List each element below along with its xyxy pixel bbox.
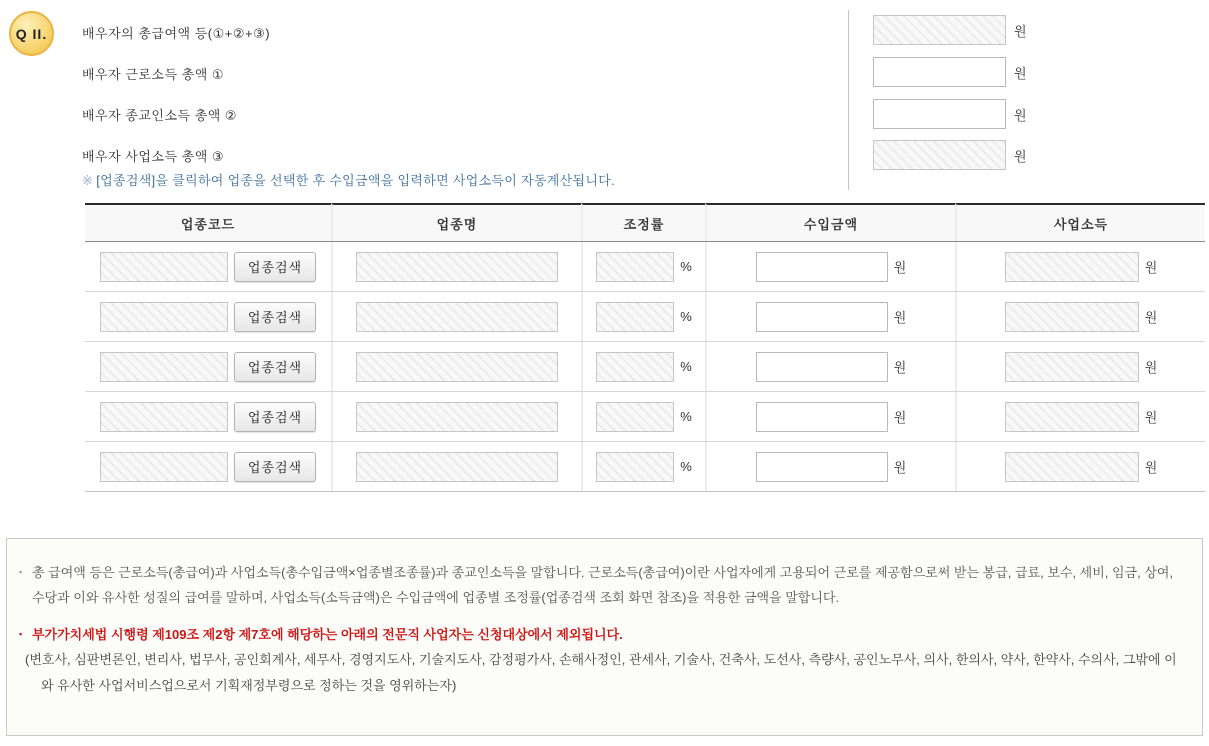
won-unit-label: 원 xyxy=(893,260,907,275)
header-adjustment-rate: 조정률 xyxy=(581,203,705,241)
won-unit-label: 원 xyxy=(893,410,907,425)
notes-box xyxy=(6,538,1203,736)
note-definition: ▪ 총 급여액 등은 근로소득(총급여)과 사업소득(총수입금액×업종별조종률)과 종교인소득을 말합니다. 근로소득(총급여)이란 사업자에게 고용되어 근로를 제공함으로써 받는 봉급, 급료, 보수, 세비, 임금, 상여, 수당과 이와 유사한 성질의 급여를 말하며, 사업소득(소득금액)은 수입금액에 업종별 조정률(업종검색 조회 화면 참조)을 적용한 금액을 말합니다. xyxy=(15,560,1188,610)
reference-mark-icon: ※ xyxy=(82,173,94,188)
income-amount-input[interactable] xyxy=(756,302,888,332)
percent-unit-label: % xyxy=(680,259,692,274)
bullet-icon: ▪ xyxy=(19,629,23,639)
adjustment-rate-input xyxy=(596,302,674,332)
cell-income-amount xyxy=(705,342,955,391)
cell-adjustment-rate xyxy=(581,242,705,291)
cell-business-name xyxy=(331,242,581,291)
business-search-button[interactable]: 업종검색 xyxy=(234,402,316,432)
income-amount-input[interactable] xyxy=(756,402,888,432)
business-income-table xyxy=(85,203,1205,492)
cell-business-code xyxy=(85,442,331,491)
cell-business-code xyxy=(85,292,331,341)
business-income-result-input xyxy=(1005,302,1139,332)
business-code-input xyxy=(100,402,228,432)
won-unit-label: 원 xyxy=(1144,360,1158,375)
won-unit-label: 원 xyxy=(893,310,907,325)
cell-income-amount xyxy=(705,242,955,291)
cell-income-amount xyxy=(705,292,955,341)
won-unit-label: 원 xyxy=(1014,107,1027,123)
won-unit-label: 원 xyxy=(1144,310,1158,325)
business-name-input xyxy=(356,252,558,282)
cell-business-name xyxy=(331,342,581,391)
table-row xyxy=(85,391,1205,441)
cell-adjustment-rate xyxy=(581,292,705,341)
adjustment-rate-input xyxy=(596,452,674,482)
won-unit-label: 원 xyxy=(1014,23,1027,39)
field-row-religious-income xyxy=(873,99,1027,129)
won-unit-label: 원 xyxy=(1144,260,1158,275)
business-name-input xyxy=(356,452,558,482)
cell-adjustment-rate xyxy=(581,342,705,391)
cell-business-code xyxy=(85,342,331,391)
label-business-income: 배우자 사업소득 총액 ③ xyxy=(82,149,225,164)
business-name-input xyxy=(356,352,558,382)
business-code-input xyxy=(100,302,228,332)
percent-unit-label: % xyxy=(680,359,692,374)
table-body xyxy=(85,242,1205,492)
won-unit-label: 원 xyxy=(1144,410,1158,425)
business-income-result-input xyxy=(1005,252,1139,282)
business-name-input xyxy=(356,402,558,432)
business-code-input xyxy=(100,352,228,382)
label-earned-income: 배우자 근로소득 총액 ① xyxy=(82,67,225,82)
income-amount-input[interactable] xyxy=(756,452,888,482)
won-unit-label: 원 xyxy=(893,360,907,375)
religious-income-input[interactable] xyxy=(873,99,1006,129)
cell-business-income xyxy=(955,242,1205,291)
business-search-button[interactable]: 업종검색 xyxy=(234,452,316,482)
business-search-button[interactable]: 업종검색 xyxy=(234,252,316,282)
cell-adjustment-rate xyxy=(581,442,705,491)
cell-business-code xyxy=(85,392,331,441)
total-salary-input xyxy=(873,15,1006,45)
business-name-input xyxy=(356,302,558,332)
business-income-result-input xyxy=(1005,352,1139,382)
vertical-divider xyxy=(848,10,849,190)
table-row xyxy=(85,291,1205,341)
header-income-amount: 수입금액 xyxy=(705,203,955,241)
income-amount-input[interactable] xyxy=(756,352,888,382)
won-unit-label: 원 xyxy=(1014,65,1027,81)
table-header-row xyxy=(85,203,1205,242)
header-business-code: 업종코드 xyxy=(85,203,331,241)
cell-income-amount xyxy=(705,442,955,491)
business-income-input xyxy=(873,140,1006,170)
cell-business-income xyxy=(955,292,1205,341)
won-unit-label: 원 xyxy=(893,460,907,475)
business-code-input xyxy=(100,452,228,482)
cell-business-income xyxy=(955,442,1205,491)
table-row xyxy=(85,242,1205,291)
table-row xyxy=(85,441,1205,491)
business-search-button[interactable]: 업종검색 xyxy=(234,352,316,382)
percent-unit-label: % xyxy=(680,309,692,324)
question-number-badge: Q II. xyxy=(9,11,54,56)
adjustment-rate-input xyxy=(596,352,674,382)
business-search-button[interactable]: 업종검색 xyxy=(234,302,316,332)
cell-business-name xyxy=(331,442,581,491)
spouse-income-section xyxy=(0,0,1209,203)
field-row-earned-income xyxy=(873,57,1027,87)
note-professions-list: (변호사, 심판변론인, 변리사, 법무사, 공인회계사, 세무사, 경영지도사, 기술지도사, 감정평가사, 손해사정인, 관세사, 기술사, 건축사, 도선사, 측량사, 공인노무사, 의사, 한의사, 약사, 한약사, 수의사, 그밖에 이와 유사한 사업서비스업으로서 기획재정부령으로 정하는 것을 영위하는자) xyxy=(25,652,1177,693)
header-business-name: 업종명 xyxy=(331,203,581,241)
bullet-icon: ▪ xyxy=(19,567,23,577)
business-income-result-input xyxy=(1005,402,1139,432)
adjustment-rate-input xyxy=(596,402,674,432)
cell-adjustment-rate xyxy=(581,392,705,441)
cell-income-amount xyxy=(705,392,955,441)
auto-calc-hint: ※ [업종검색]을 클릭하여 업종을 선택한 후 수입금액을 입력하면 사업소득이 자동계산됩니다. xyxy=(82,173,615,188)
field-row-total-salary xyxy=(873,15,1027,45)
cell-business-income xyxy=(955,392,1205,441)
header-business-income: 사업소득 xyxy=(955,203,1205,241)
adjustment-rate-input xyxy=(596,252,674,282)
field-row-business-income xyxy=(873,140,1027,170)
cell-business-income xyxy=(955,342,1205,391)
label-religious-income: 배우자 종교인소득 총액 ② xyxy=(82,108,238,123)
business-income-result-input xyxy=(1005,452,1139,482)
percent-unit-label: % xyxy=(680,459,692,474)
earned-income-input[interactable] xyxy=(873,57,1006,87)
cell-business-name xyxy=(331,392,581,441)
cell-business-name xyxy=(331,292,581,341)
percent-unit-label: % xyxy=(680,409,692,424)
income-amount-input[interactable] xyxy=(756,252,888,282)
label-total-salary: 배우자의 총급여액 등(①+②+③) xyxy=(82,26,271,41)
business-code-input xyxy=(100,252,228,282)
won-unit-label: 원 xyxy=(1144,460,1158,475)
cell-business-code xyxy=(85,242,331,291)
table-row xyxy=(85,341,1205,391)
won-unit-label: 원 xyxy=(1014,148,1027,164)
note-exclusion-warning: ▪ 부가가치세법 시행령 제109조 제2항 제7호에 해당하는 아래의 전문직 사업자는 신청대상에서 제외됩니다. xyxy=(15,622,1188,647)
